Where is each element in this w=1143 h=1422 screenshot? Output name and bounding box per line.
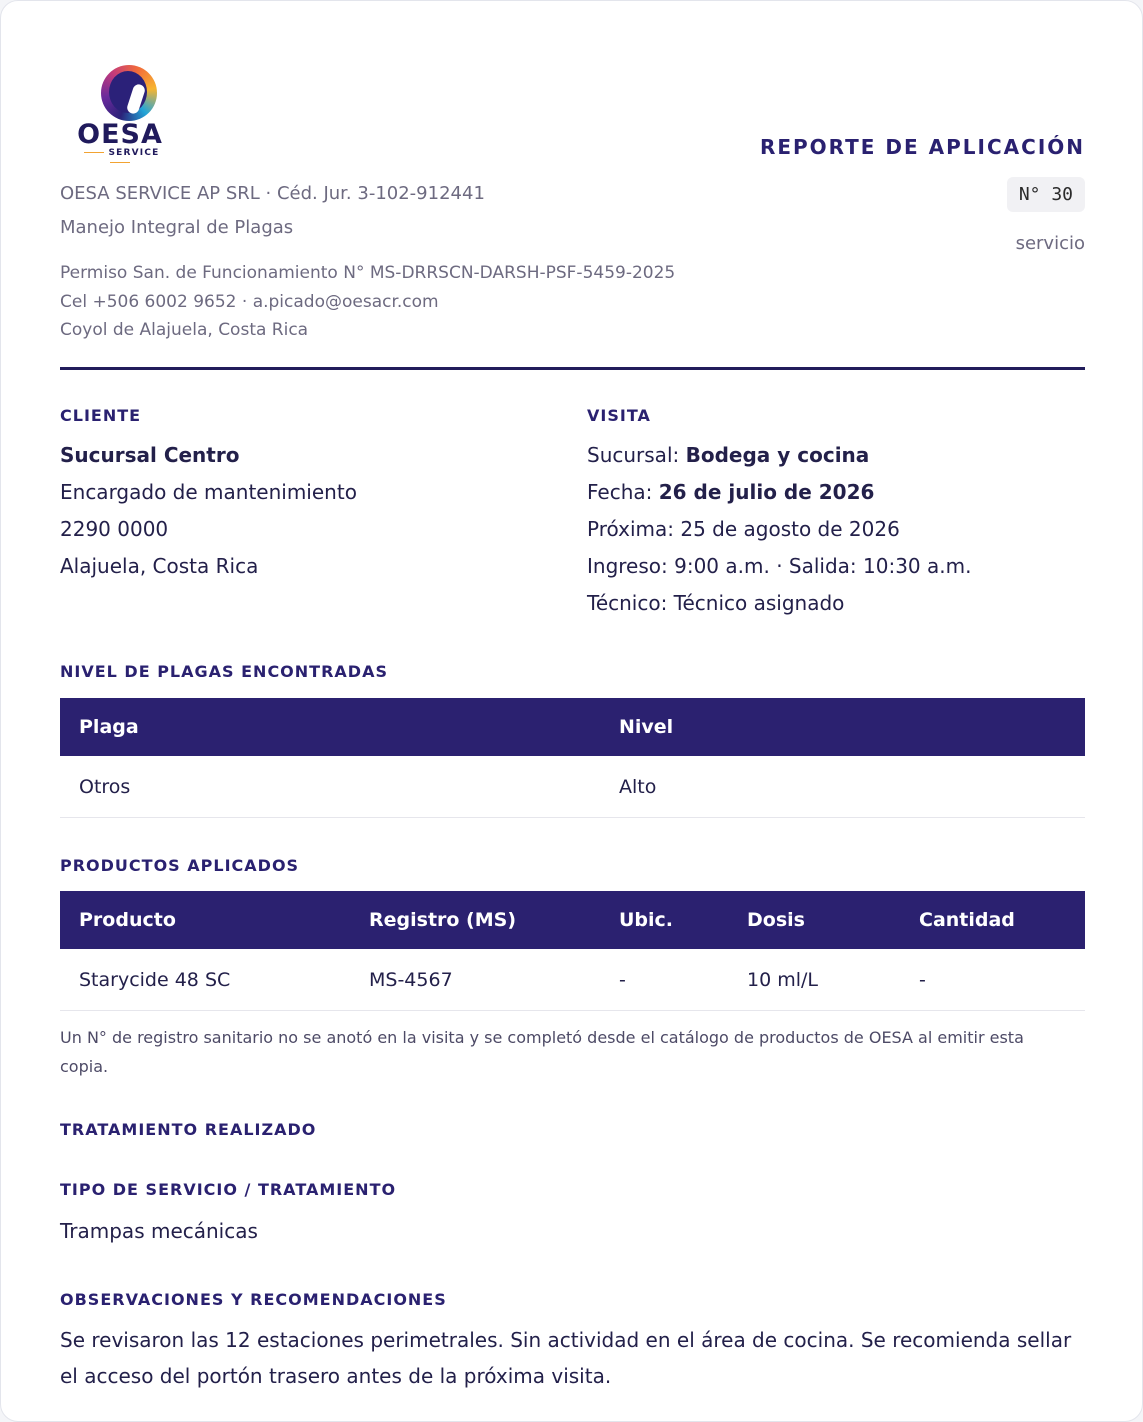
visit-date: [587, 474, 971, 511]
products-header-dose: Dosis: [747, 909, 805, 931]
product-registry-cell: MS-4567: [350, 949, 600, 1011]
client-section-title: CLIENTE: [60, 406, 142, 425]
client-name-text: Sucursal Centro: [60, 443, 240, 467]
client-details: [60, 437, 357, 585]
visit-branch: [587, 437, 971, 474]
pests-table: [60, 698, 1085, 818]
pests-header-pest: Plaga: [79, 716, 139, 738]
company-permit: Permiso San. de Funcionamiento N° MS-DRRSCN-DARSH-PSF-5459-2025: [60, 263, 676, 283]
table-row: [60, 756, 1085, 818]
company-location: Coyol de Alajuela, Costa Rica: [60, 320, 309, 340]
logo-slash: [126, 83, 147, 115]
pests-header-level: Nivel: [619, 716, 674, 738]
observations-section-title: OBSERVACIONES Y RECOMENDACIONES: [60, 1290, 447, 1309]
product-quantity-cell: -: [900, 949, 1085, 1011]
products-section-title: PRODUCTOS APLICADOS: [60, 856, 300, 875]
client-phone: 2290 0000: [60, 517, 169, 541]
visit-date-value: 26 de julio de 2026: [658, 480, 875, 504]
visit-times: Ingreso: 9:00 a.m. · Salida: 10:30 a.m.: [587, 554, 972, 578]
products-table: [60, 891, 1085, 1011]
products-header-registry: Registro (MS): [369, 909, 517, 931]
table-row: [60, 949, 1085, 1011]
header-divider: [60, 367, 1085, 370]
products-header-location: Ubic.: [619, 909, 674, 931]
treatment-section-title: TRATAMIENTO REALIZADO: [60, 1120, 317, 1139]
client-name: [60, 437, 357, 474]
oesa-logo: [68, 65, 172, 159]
visit-section-title: VISITA: [587, 406, 651, 425]
client-city: Alajuela, Costa Rica: [60, 554, 259, 578]
products-table-header: [60, 891, 1085, 949]
pest-name-cell: Otros: [60, 756, 600, 818]
service-type-title: TIPO DE SERVICIO / TRATAMIENTO: [60, 1180, 397, 1199]
company-gap: [60, 245, 675, 259]
report-number-badge: N° 30: [1007, 177, 1085, 212]
company-tagline: Manejo Integral de Plagas: [60, 217, 294, 238]
visit-next: Próxima: 25 de agosto de 2026: [587, 517, 900, 541]
company-line: OESA SERVICE AP SRL · Céd. Jur. 3-102-912441: [60, 183, 485, 204]
pest-level-cell: Alto: [600, 756, 1085, 818]
visit-branch-value: Bodega y cocina: [685, 443, 870, 467]
pests-table-header: [60, 698, 1085, 756]
logo-ring-inner: [109, 71, 147, 113]
product-name-cell: Starycide 48 SC: [60, 949, 350, 1011]
visit-branch-label: Sucursal:: [587, 443, 680, 467]
product-location-cell: -: [600, 949, 728, 1011]
observations-text: Se revisaron las 12 estaciones perimetrales. Sin actividad en el área de cocina. Se recomienda sellar el acceso del portón trasero antes de la próxima visita.: [60, 1328, 1072, 1388]
visit-details: [587, 437, 971, 622]
products-header-product: Producto: [79, 909, 176, 931]
products-note: Un N° de registro sanitario no se anotó en la visita y se completó desde el catálogo de productos de OESA al emitir esta copia.: [60, 1028, 1024, 1076]
pests-section-title: NIVEL DE PLAGAS ENCONTRADAS: [60, 662, 388, 681]
visit-date-label: Fecha:: [587, 480, 653, 504]
client-role: Encargado de mantenimiento: [60, 480, 357, 504]
report-title: REPORTE DE APLICACIÓN: [759, 135, 1085, 159]
company-info: [60, 177, 675, 345]
service-type-value: Trampas mecánicas: [60, 1219, 258, 1243]
report-subtitle: servicio: [1015, 233, 1085, 254]
product-dose-cell: 10 ml/L: [728, 949, 900, 1011]
logo-subtitle: SERVICE: [68, 148, 172, 168]
logo-ring-icon: [101, 65, 157, 121]
logo-wordmark: OESA: [77, 119, 163, 150]
visit-technician: Técnico: Técnico asignado: [587, 591, 845, 615]
products-header-quantity: Cantidad: [919, 909, 1015, 931]
company-contact: Cel +506 6002 9652 · a.picado@oesacr.com: [60, 291, 439, 312]
